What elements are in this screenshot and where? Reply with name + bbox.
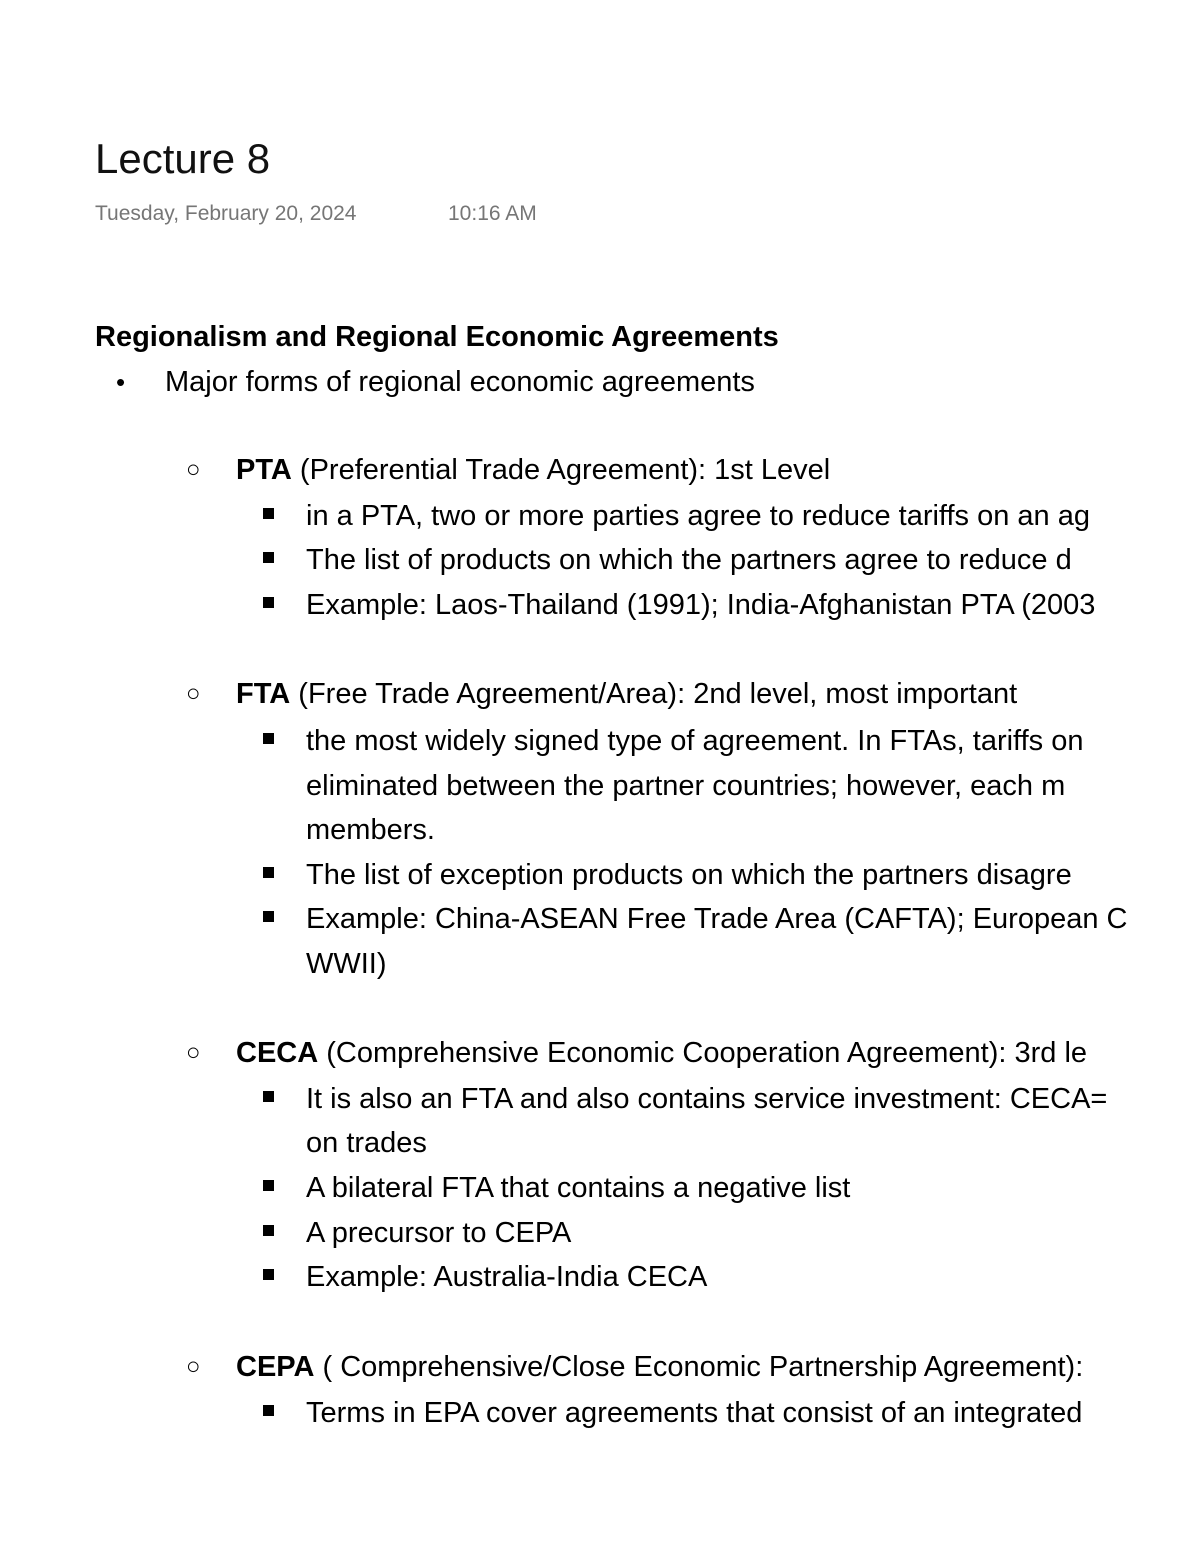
subsection-desc: (Free Trade Agreement/Area): 2nd level, most important [290, 678, 1018, 710]
list-item: A bilateral FTA that contains a negative list [306, 1172, 851, 1204]
bullet-square-icon [263, 1225, 274, 1236]
bullet-square-icon [263, 1180, 274, 1191]
list-item: Example: Laos-Thailand (1991); India-Afghanistan PTA (2003 [306, 589, 1096, 621]
subsection-desc: ( Comprehensive/Close Economic Partnership Agreement): [314, 1351, 1084, 1383]
list-item: the most widely signed type of agreement. In FTAs, tariffs on [306, 725, 1084, 757]
list-item: A precursor to CEPA [306, 1217, 572, 1249]
subsection-abbr: PTA [236, 454, 292, 486]
list-item-continuation: WWII) [306, 948, 387, 980]
subsection-cepa [236, 1348, 1083, 1386]
bullet-square-icon [263, 867, 274, 878]
list-item: The list of products on which the partners agree to reduce d [306, 544, 1072, 576]
bullet-square-icon [263, 597, 274, 608]
list-item-continuation: members. [306, 814, 435, 846]
bullet-circle-icon: ○ [186, 1039, 201, 1066]
bullet-circle-icon: ○ [186, 1353, 201, 1380]
subsection-abbr: FTA [236, 678, 291, 710]
subsection-pta [236, 451, 830, 489]
bullet-circle-icon: ○ [186, 680, 201, 707]
bullet-square-icon [263, 733, 274, 744]
list-item-continuation: on trades [306, 1127, 427, 1159]
section-heading: Regionalism and Regional Economic Agreements [95, 321, 779, 353]
list-item: The list of exception products on which the partners disagre [306, 859, 1072, 891]
bullet-square-icon [263, 1091, 274, 1102]
bullet-disc-icon: • [116, 367, 126, 397]
subsection-fta [236, 675, 1017, 713]
subsection-ceca [236, 1034, 1087, 1072]
subsection-abbr: CECA [236, 1037, 319, 1069]
bullet-circle-icon: ○ [186, 456, 201, 483]
bullet-square-icon [263, 1269, 274, 1280]
subsection-abbr: CEPA [236, 1351, 315, 1383]
list-item: in a PTA, two or more parties agree to reduce tariffs on an ag [306, 500, 1090, 532]
note-timestamp [95, 200, 537, 228]
list-item-continuation: eliminated between the partner countries; however, each m [306, 770, 1066, 802]
bullet-square-icon [263, 911, 274, 922]
list-item: Example: Australia-India CECA [306, 1261, 708, 1293]
subsection-desc: (Comprehensive Economic Cooperation Agreement): 3rd le [318, 1037, 1088, 1069]
bullet-square-icon [263, 552, 274, 563]
subsection-desc: (Preferential Trade Agreement): 1st Level [291, 454, 831, 486]
list-item: Example: China-ASEAN Free Trade Area (CAFTA); European C [306, 903, 1128, 935]
list-item: Terms in EPA cover agreements that consist of an integrated [306, 1397, 1083, 1429]
main-bullet-text: Major forms of regional economic agreements [165, 366, 755, 398]
page-title: Lecture 8 [95, 135, 271, 182]
note-time: 10:16 AM [448, 202, 537, 225]
bullet-square-icon [263, 508, 274, 519]
bullet-square-icon [263, 1405, 274, 1416]
list-item: It is also an FTA and also contains service investment: CECA= [306, 1083, 1108, 1115]
note-date: Tuesday, February 20, 2024 [95, 202, 357, 225]
